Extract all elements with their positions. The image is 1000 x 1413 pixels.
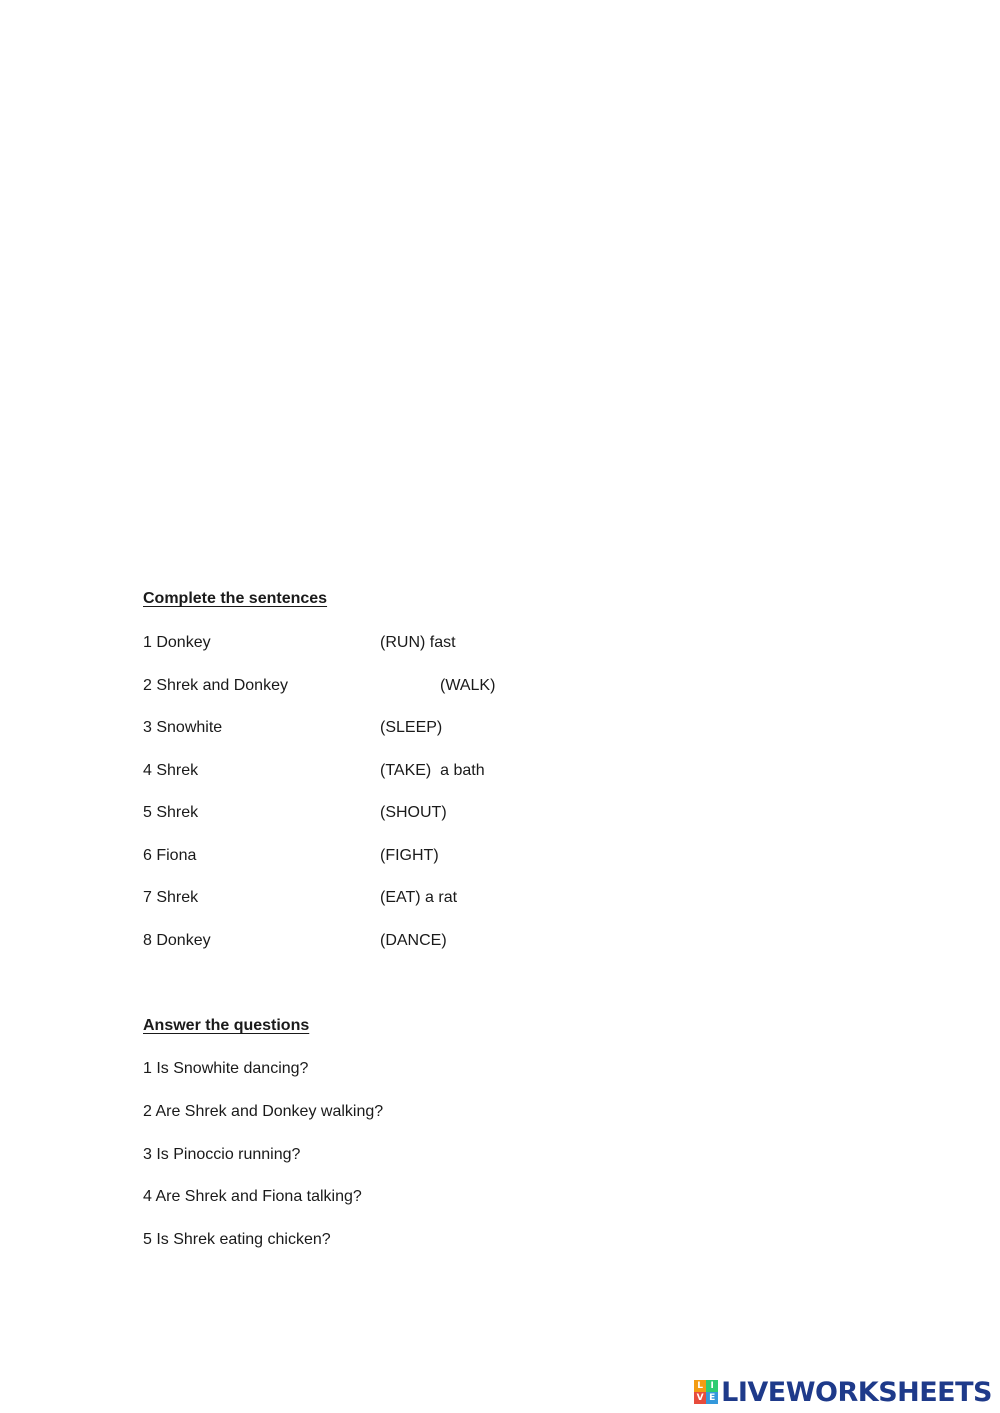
logo-mark-letter: E: [706, 1392, 718, 1404]
sentence-verb-hint: (FIGHT): [380, 847, 439, 864]
sentence-subject: 7 Shrek: [143, 889, 199, 906]
logo-mark-letter: L: [694, 1380, 706, 1392]
sentence-subject: 2 Shrek and Donkey: [143, 677, 288, 694]
answer-questions-heading: Answer the questions: [143, 1017, 310, 1034]
sentence-subject: 4 Shrek: [143, 762, 199, 779]
sentence-subject: 6 Fiona: [143, 847, 197, 864]
sentence-verb-hint: (WALK): [440, 677, 496, 694]
question-item: 5 Is Shrek eating chicken?: [143, 1231, 331, 1248]
question-item: 3 Is Pinoccio running?: [143, 1146, 301, 1163]
sentence-verb-hint: (RUN) fast: [380, 634, 456, 651]
question-item: 1 Is Snowhite dancing?: [143, 1060, 309, 1077]
complete-sentences-heading: Complete the sentences: [143, 590, 328, 607]
sentence-verb-hint: (EAT) a rat: [380, 889, 458, 906]
sentence-subject: 3 Snowhite: [143, 719, 223, 736]
sentence-subject: 8 Donkey: [143, 932, 211, 949]
logo-mark-letter: V: [694, 1392, 706, 1404]
sentence-verb-hint: (SHOUT): [380, 804, 447, 821]
liveworksheets-mark-icon: [694, 1380, 718, 1404]
logo-text: LIVEWORKSHEETS: [721, 1376, 992, 1408]
sentence-verb-hint: (SLEEP): [380, 719, 443, 736]
sentence-verb-hint: (DANCE): [380, 932, 447, 949]
liveworksheets-logo: [694, 1377, 992, 1407]
question-item: 4 Are Shrek and Fiona talking?: [143, 1188, 362, 1205]
question-item: 2 Are Shrek and Donkey walking?: [143, 1103, 384, 1120]
sentence-subject: 1 Donkey: [143, 634, 211, 651]
sentence-subject: 5 Shrek: [143, 804, 199, 821]
sentence-verb-hint: (TAKE) a bath: [380, 762, 485, 779]
logo-mark-letter: I: [706, 1380, 718, 1392]
